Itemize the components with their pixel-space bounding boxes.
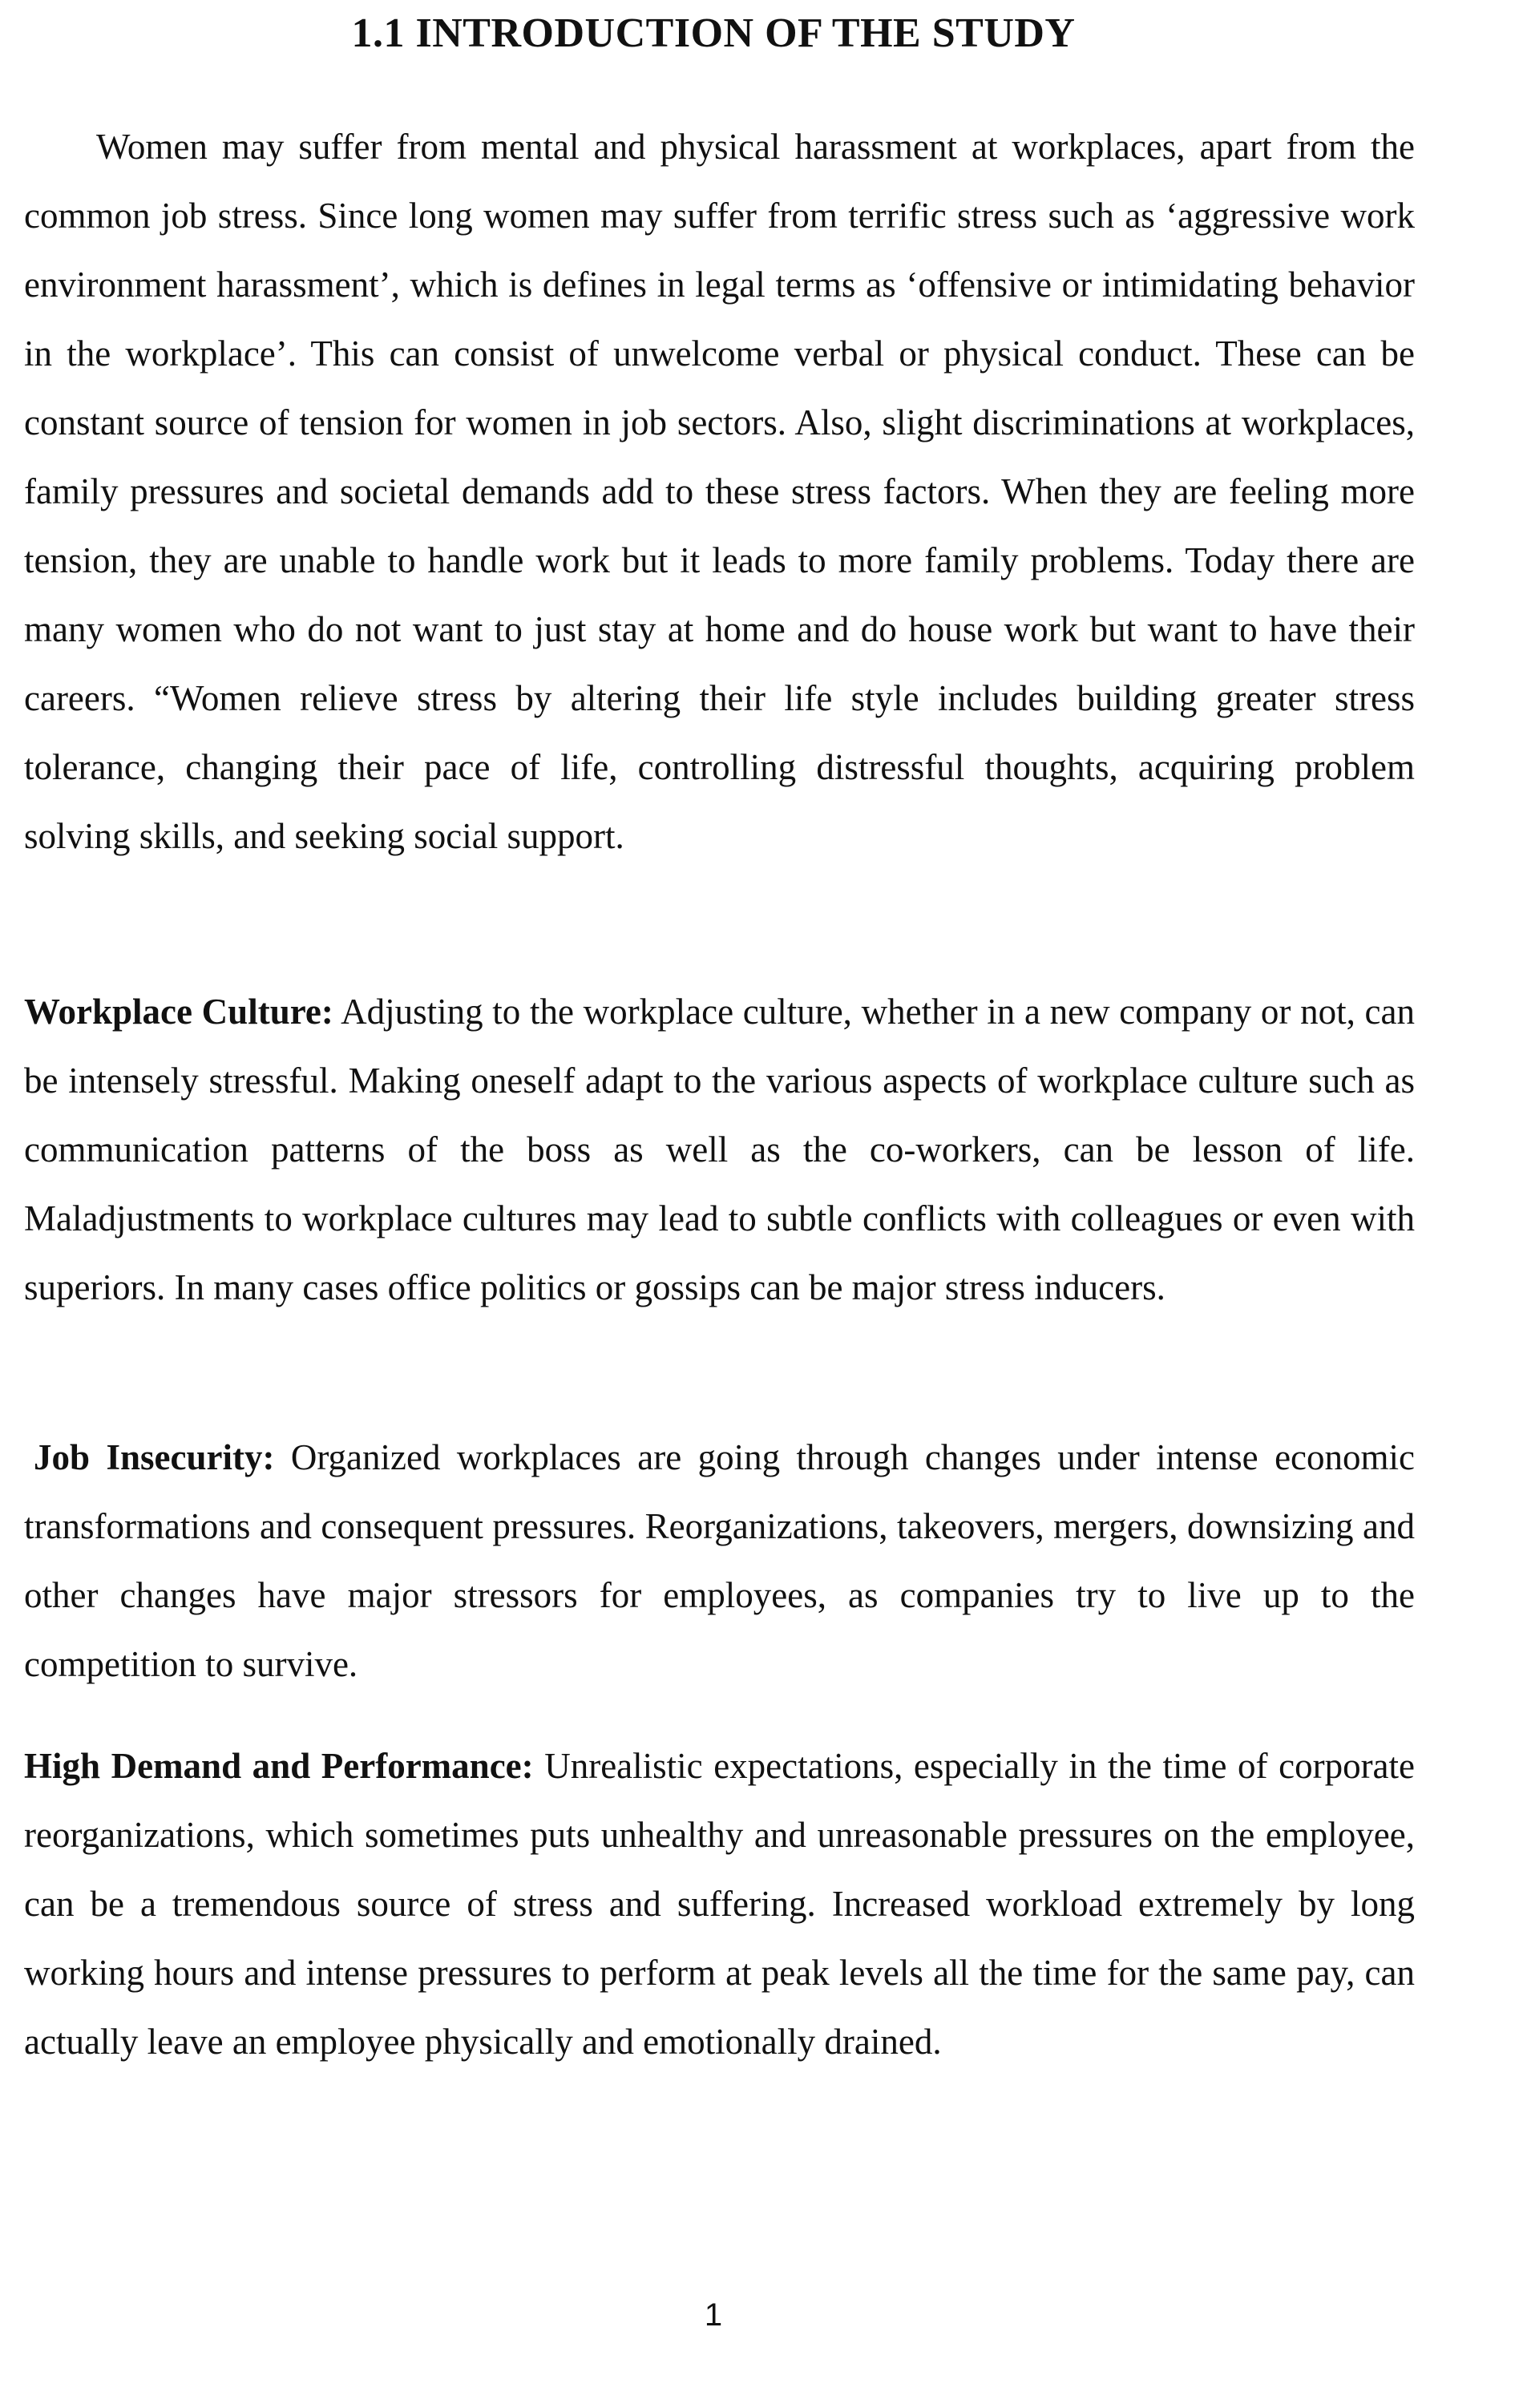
workplace-culture-body: Adjusting to the workplace culture, whether in a new company or not, can be intensely stressful. Making oneself adapt to the various aspects of workplace culture such as communication patterns of the boss as well as the co-workers, can be lesson of life. Maladjustments to workplace cultures may lead to subtle conflicts with colleagues or even with superiors. In many cases office politics or gossips can be major stress inducers. (24, 992, 1415, 1307)
high-demand-lead: High Demand and Performance: (24, 1746, 534, 1786)
job-insecurity-lead: Job Insecurity: (34, 1437, 275, 1477)
section-heading: 1.1 INTRODUCTION OF THE STUDY (351, 10, 1076, 56)
high-demand-body: Unrealistic expectations, especially in the time of corporate reorganizations, which sometimes puts unhealthy and unreasonable pressures on the employee, can be a tremendous source of stress and suffering. Increased workload extremely by long working hours and intense pressures to perform at peak levels all the time for the same pay, can actually leave an employee physically and emotionally drained. (24, 1746, 1415, 2062)
intro-paragraph: Women may suffer from mental and physical harassment at workplaces, apart from the common job stress. Since long women may suffer from terrific stress such as ‘aggressive work environment harassment’, which is defines in legal terms as ‘offensive or intimidating behavior in the workplace’. This can consist of unwelcome verbal or physical conduct. These can be constant source of tension for women in job sectors. Also, slight discriminations at workplaces, family pressures and societal demands add to these stress factors. When they are feeling more tension, they are unable to handle work but it leads to more family problems. Today there are many women who do not want to just stay at home and do house work but want to have their careers. “Women relieve stress by altering their life style includes building greater stress tolerance, changing their pace of life, controlling distressful thoughts, acquiring problem solving skills, and seeking social support. (24, 127, 1415, 856)
high-demand-paragraph (24, 1731, 1415, 2076)
job-insecurity-body: Organized workplaces are going through changes under intense economic transformations and consequent pressures. Reorganizations, takeovers, mergers, downsizing and other changes have major stressors for employees, as companies try to live up to the competition to survive. (24, 1437, 1415, 1684)
page-number: 1 (704, 2297, 723, 2333)
workplace-culture-lead: Workplace Culture: (24, 992, 333, 1032)
workplace-culture-paragraph (24, 977, 1415, 1322)
job-insecurity-paragraph (24, 1423, 1415, 1699)
